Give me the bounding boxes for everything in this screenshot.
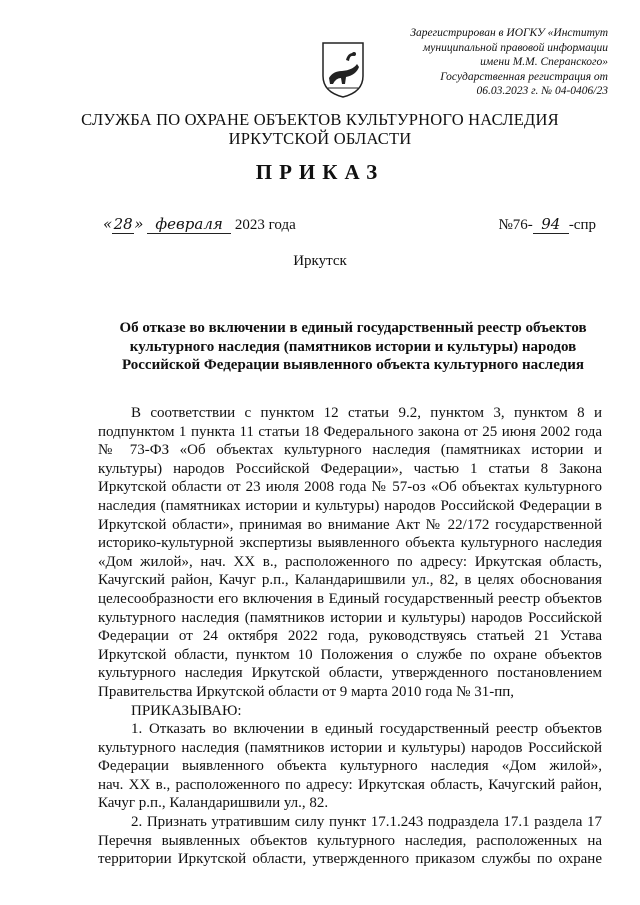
body-line: Правительства Иркутской области от 9 марта 2010 года № 31-пп,	[98, 683, 514, 700]
city: Иркутск	[293, 253, 347, 269]
order-directive: ПРИКАЗЫВАЮ:	[131, 702, 242, 719]
body-line: культуры) народов Российской Федерации», частью 1 статьи 8 Закона	[98, 460, 602, 477]
subject-line: Об отказе во включении в единый государственный реестр объектов	[119, 320, 587, 336]
order-number-prefix: №76-	[498, 217, 533, 233]
body-line: территории Иркутской области, утвержденного приказом службы по охране	[98, 851, 602, 868]
order-date	[103, 215, 296, 234]
date-year: 2023 года	[234, 217, 296, 233]
body-line: № 73-ФЗ «Об объектах культурного наследия (памятниках истории и	[98, 442, 602, 459]
body-line: историко-культурной экспертизы выявленного объекта культурного наследия	[98, 535, 602, 552]
registration-stamp	[348, 26, 608, 99]
subject-line: Российской Федерации выявленного объекта культурного наследия	[121, 357, 585, 373]
body-line: целесообразности его включения в Единый государственный реестр объектов	[98, 590, 602, 607]
body-line: Качугский район, Качуг р.п., Каландаришвили ул., 82, в целях обоснования	[98, 572, 602, 589]
subject-line: культурного наследия (памятников истории и культуры) народов	[129, 338, 577, 355]
registration-line: Зарегистрирован в ИОГКУ «Институт	[410, 27, 608, 39]
date-day: 28	[113, 215, 133, 233]
registration-line: имени М.М. Сперанского»	[480, 56, 608, 68]
registration-line: 06.03.2023 г. № 04-0406/23	[476, 85, 608, 97]
body-line: культурного наследия Иркутской области, утвержденного постановлением	[98, 665, 602, 682]
organization-region: ИРКУТСКОЙ ОБЛАСТИ	[228, 129, 412, 148]
order-number	[499, 215, 597, 234]
body-line: «Дом жилой», нач. XX в., расположенного по адресу: Иркутская область,	[98, 553, 602, 570]
body-line: Качуг р.п., Каландаришвили ул., 82.	[98, 795, 329, 812]
date-open-quote: «	[103, 215, 113, 233]
body-line: культурного наследия (памятников истории и культуры) народов Российской	[98, 739, 602, 756]
order-body	[98, 404, 602, 869]
registration-line: муниципальной правовой информации	[422, 41, 608, 54]
document-type: ПРИКАЗ	[255, 160, 385, 184]
body-line: подпунктом 1 пункта 11 статьи 18 Федерального закона от 25 июня 2002 года	[98, 423, 602, 440]
date-month: февраля	[147, 215, 231, 234]
body-line: Иркутской области, пунктом 10 Положения о службе по охране объектов	[98, 646, 602, 663]
body-line: Федерации от 24 октября 2022 года, руководствуясь статьей 21 Устава	[98, 628, 602, 645]
body-line: 2. Признать утратившим силу пункт 17.1.243 подраздела 17.1 раздела 17	[131, 814, 602, 831]
irkutsk-coat-of-arms-icon	[320, 40, 366, 100]
organization-name: СЛУЖБА ПО ОХРАНЕ ОБЪЕКТОВ КУЛЬТУРНОГО НАСЛЕДИЯ	[81, 110, 559, 129]
body-line: Иркутской области», принимая во внимание Акт № 22/172 государственной	[98, 516, 602, 533]
body-line: наследия (памятниках истории и культуры) народов Российской Федерации в	[98, 497, 602, 514]
order-number-value: 94	[533, 215, 569, 234]
order-number-suffix: -спр	[568, 217, 596, 233]
order-subject	[103, 319, 603, 375]
body-line: нач. XX в., расположенного по адресу: Иркутская область, Качугский район,	[98, 776, 602, 793]
body-line: В соответствии с пунктом 12 статьи 9.2, пунктом 3, пунктом 8 и	[131, 405, 602, 421]
body-line: культурного наследия (памятников истории и культуры) народов Российской	[98, 609, 602, 626]
body-line: Иркутской области от 23 июля 2008 года № 57-оз «Об объектах культурного	[98, 479, 602, 496]
registration-line: Государственная регистрация от	[440, 70, 608, 83]
body-line: Перечня выявленных объектов культурного наследия, расположенных на	[98, 832, 602, 849]
body-line: Федерации выявленного объекта культурного наследия «Дом жилой»,	[98, 758, 602, 775]
body-line: 1. Отказать во включении в единый государственный реестр объектов	[131, 721, 602, 738]
date-close-quote: »	[134, 215, 144, 233]
